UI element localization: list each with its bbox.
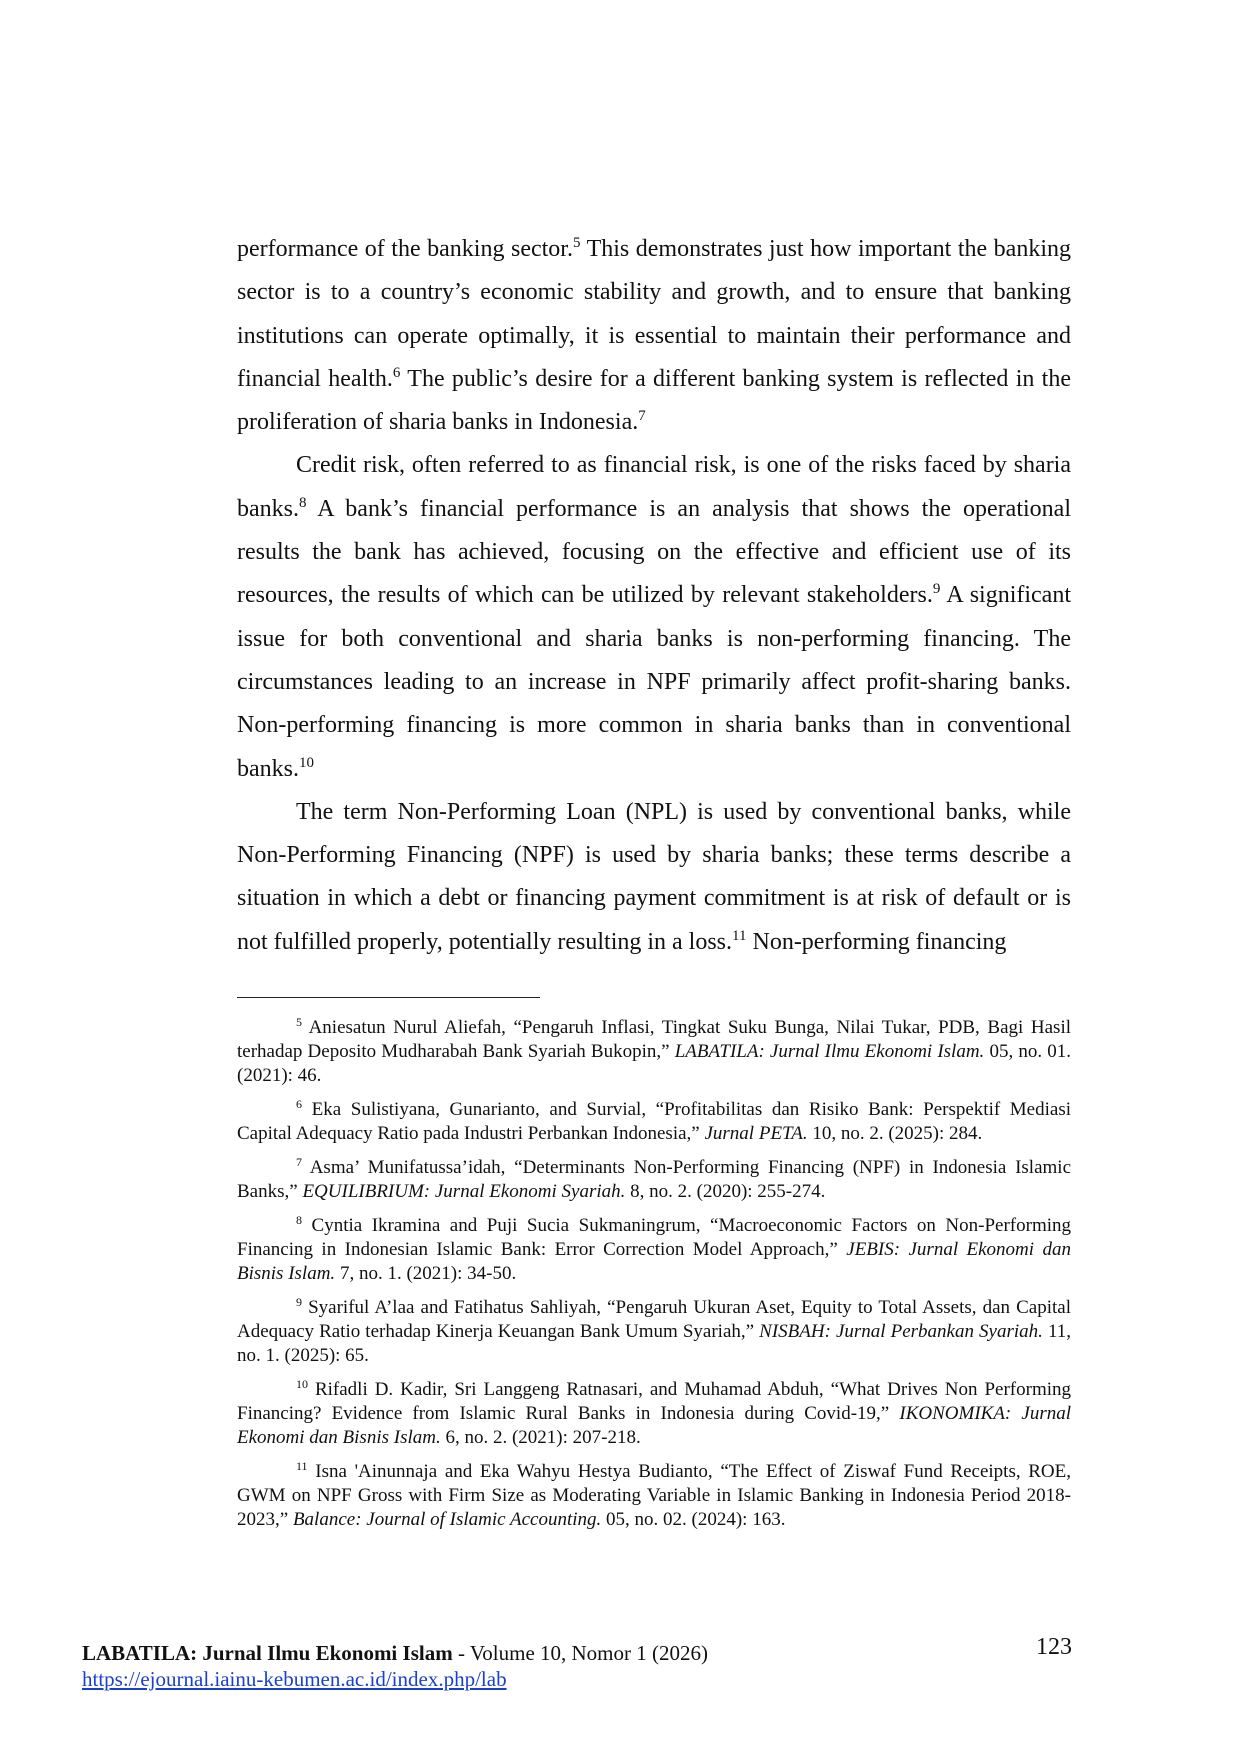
citation-text: Rifadli D. Kadir, Sri Langgeng Ratnasari, and Muhamad Abduh, “What Drives Non Performing Financing? Evidence from Islamic Rural Banks in Indonesia during Covid-19,” [237, 1379, 1072, 1424]
footnote-number: 7 [296, 1155, 302, 1169]
footnote-5 [237, 1016, 1071, 1088]
text-run: Non-performing financing [746, 928, 1007, 955]
citation-text: Syariful A’laa and Fatihatus Sahliyah, “Pengaruh Ukuran Aset, Equity to Total Assets, dan Capital Adequacy Ratio terhadap Kinerja Keuangan Bank Umum Syariah,” [237, 1297, 1071, 1342]
citation-source: EQUILIBRIUM: Jurnal Ekonomi Syariah. [302, 1181, 626, 1202]
footnote-reference: 10 [299, 754, 314, 771]
citation-source: NISBAH: Jurnal Perbankan Syariah. [759, 1321, 1043, 1342]
footnote-number: 9 [296, 1295, 302, 1309]
citation-text: Isna 'Ainunnaja and Eka Wahyu Hestya Budianto, “The Effect of Ziswaf Fund Receipts, ROE, GWM on NPF Gross with Firm Size as Moderating Variable in Islamic Banking in Indonesia Period 2018-2023,” [237, 1461, 1072, 1530]
citation-text: 05, no. 02. (2024): 163. [601, 1509, 786, 1530]
text-run: A bank’s financial performance is an analysis that shows the operational results the bank has achieved, focusing on the effective and efficient use of its resources, the results of which can be utilized by relevant stakeholders. [237, 495, 1071, 609]
citation-text: Asma’ Munifatussa’idah, “Determinants Non-Performing Financing (NPF) in Indonesia Islamic Banks,” [237, 1157, 1072, 1202]
body-paragraph [237, 228, 1071, 444]
journal-citation-line [82, 1640, 1072, 1666]
citation-source: Jurnal PETA. [704, 1123, 808, 1144]
text-run: Credit risk, often referred to as financial risk, is one of the risks faced by sharia banks. [237, 452, 1071, 522]
footnote-8 [237, 1214, 1071, 1286]
page-footer [82, 1634, 1072, 1692]
citation-text: 6, no. 2. (2021): 207-218. [440, 1427, 641, 1448]
citation-text: Cyntia Ikramina and Puji Sucia Sukmaningrum, “Macroeconomic Factors on Non-Performing Financing in Indonesian Islamic Bank: Error Correction Model Approach,” [237, 1215, 1072, 1260]
footnote-separator [237, 997, 540, 998]
journal-url-link[interactable]: https://ejournal.iainu-kebumen.ac.id/index.php/lab [82, 1667, 507, 1691]
footnote-10 [237, 1378, 1071, 1450]
text-run: The public’s desire for a different banking system is reflected in the proliferation of sharia banks in Indonesia. [237, 365, 1071, 436]
journal-name: LABATILA: Jurnal Ilmu Ekonomi Islam [82, 1641, 453, 1665]
footnote-9 [237, 1296, 1071, 1368]
citation-text: 7, no. 1. (2021): 34-50. [335, 1263, 517, 1284]
citation-text: 8, no. 2. (2020): 255-274. [625, 1181, 826, 1202]
text-run: The term Non-Performing Loan (NPL) is used by conventional banks, while Non-Performing Financing (NPF) is used by sharia banks; these terms describe a situation in which a debt or financing payment commitment is at risk of default or is not fulfilled properly, potentially resulting in a loss. [237, 798, 1071, 955]
page-number: 123 [1036, 1634, 1072, 1660]
citation-text: 05, no. 01. (2021): 46. [237, 1041, 1072, 1086]
footnote-11 [237, 1460, 1071, 1532]
footnote-reference: 7 [638, 408, 646, 425]
footnote-number: 8 [296, 1213, 302, 1227]
footnote-reference: 5 [572, 235, 581, 251]
footnote-reference: 6 [392, 364, 401, 381]
text-run: performance of the banking sector. [237, 236, 573, 262]
footnote-reference: 11 [732, 927, 747, 944]
footnote-number: 5 [296, 1015, 302, 1029]
citation-text: Eka Sulistiyana, Gunarianto, and Survial, “Profitabilitas dan Risiko Bank: Perspektif Mediasi Capital Adequacy Ratio pada Industri Perbankan Indonesia,” [237, 1099, 1071, 1144]
citation-text: 10, no. 2. (2025): 284. [807, 1123, 983, 1144]
volume-info: - Volume 10, Nomor 1 (2026) [452, 1641, 708, 1665]
main-body-text [237, 228, 1071, 964]
citation-source: LABATILA: Jurnal Ilmu Ekonomi Islam. [674, 1041, 985, 1062]
footnote-number: 6 [296, 1097, 302, 1111]
text-run: A significant issue for both conventional and sharia banks is non-performing financing. The circumstances leading to an increase in NPF primarily affect profit-sharing banks. Non-performing financing is more common in sharia banks than in conventional banks. [237, 582, 1071, 782]
citation-source: IKONOMIKA: Jurnal Ekonomi dan Bisnis Islam. [237, 1403, 1072, 1448]
citation-text: 11, no. 1. (2025): 65. [237, 1321, 1072, 1366]
body-paragraph [237, 791, 1071, 964]
citation-source: JEBIS: Jurnal Ekonomi dan Bisnis Islam. [237, 1239, 1071, 1284]
footnote-7 [237, 1156, 1071, 1204]
citation-text: Aniesatun Nurul Aliefah, “Pengaruh Inflasi, Tingkat Suku Bunga, Nilai Tukar, PDB, Bagi Hasil terhadap Deposito Mudharabah Bank Syariah Bukopin,” [237, 1017, 1072, 1062]
body-paragraph [237, 444, 1071, 790]
footnote-reference: 9 [932, 581, 941, 598]
citation-source: Balance: Journal of Islamic Accounting. [292, 1509, 602, 1530]
footnote-number: 10 [296, 1377, 308, 1391]
footnotes-section [237, 1016, 1071, 1542]
footnote-6 [237, 1098, 1071, 1146]
footnote-number: 11 [296, 1459, 308, 1473]
text-run: This demonstrates just how important the banking sector is to a country’s economic stability and growth, and to ensure that banking institutions can operate optimally, it is essential to maintain their performance and financial health. [237, 236, 1071, 392]
footnote-reference: 8 [299, 494, 307, 511]
